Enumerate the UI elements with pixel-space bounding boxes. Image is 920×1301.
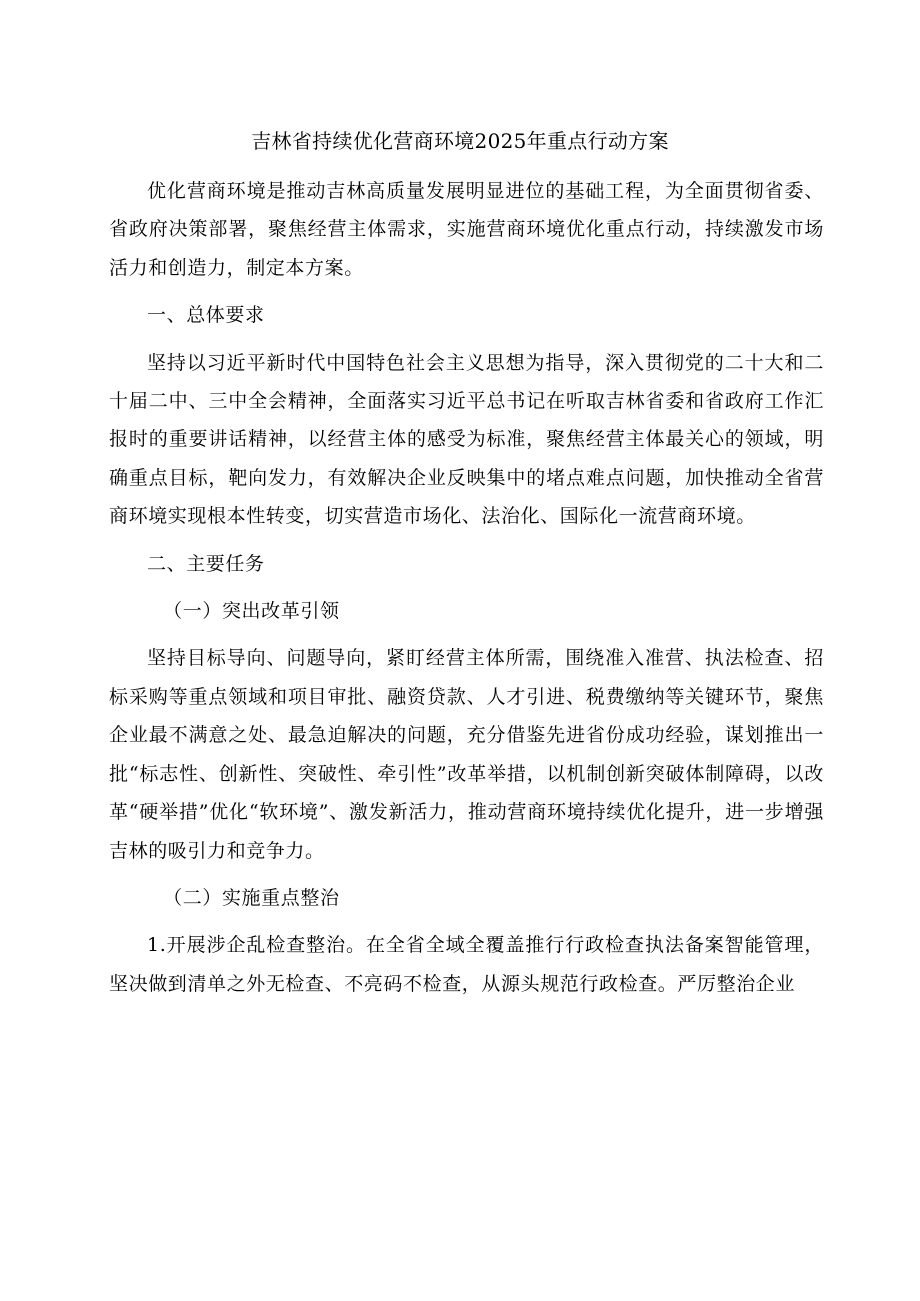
section-heading-general-requirements: 一、总体要求 [147,304,265,327]
intro-paragraph: 优化营商环境是推动吉林高质量发展明显进位的基础工程，为全面贯彻省委、省政府决策部署，聚焦经营主体需求，实施营商环境优化重点行动，持续激发市场活力和创造力，制定本方案。 [109,180,824,279]
subsection-heading-reform-leadership: （一）突出改革引领 [163,600,340,623]
document-title: 吉林省持续优化营商环境2025年重点行动方案 [251,129,669,153]
item-1-paragraph: 1.开展涉企乱检查整治。在全省全域全覆盖推行行政检查执法备案智能管理，坚决做到清单之外无检查、不亮码不检查，从源头规范行政检查。严厉整治企业 [109,934,824,995]
general-requirements-paragraph: 坚持以习近平新时代中国特色社会主义思想为指导，深入贯彻党的二十大和二十届二中、三中全会精神，全面落实习近平总书记在听取吉林省委和省政府工作汇报时的重要讲话精神，以经营主体的感受为标准，聚焦经营主体最关心的领域，明确重点目标，靶向发力，有效解决企业反映集中的堵点难点问题，加快推动全省营商环境实现根本性转变，切实营造市场化、法治化、国际化一流营商环境。 [109,351,824,528]
reform-leadership-paragraph: 坚持目标导向、问题导向，紧盯经营主体所需，围绕准入准营、执法检查、招标采购等重点领域和项目审批、融资贷款、人才引进、税费缴纳等关键环节，聚焦企业最不满意之处、最急迫解决的问题，充分借鉴先进省份成功经验，谋划推出一批“标志性、创新性、突破性、牵引性”改革举措，以机制创新突破体制障碍，以改革“硬举措”优化“软环境”、激发新活力，推动营商环境持续优化提升，进一步增强吉林的吸引力和竞争力。 [109,647,824,862]
document-body [109,172,824,1003]
section-heading-main-tasks: 二、主要任务 [147,552,265,575]
subsection-heading-key-rectification: （二）实施重点整治 [163,886,340,909]
